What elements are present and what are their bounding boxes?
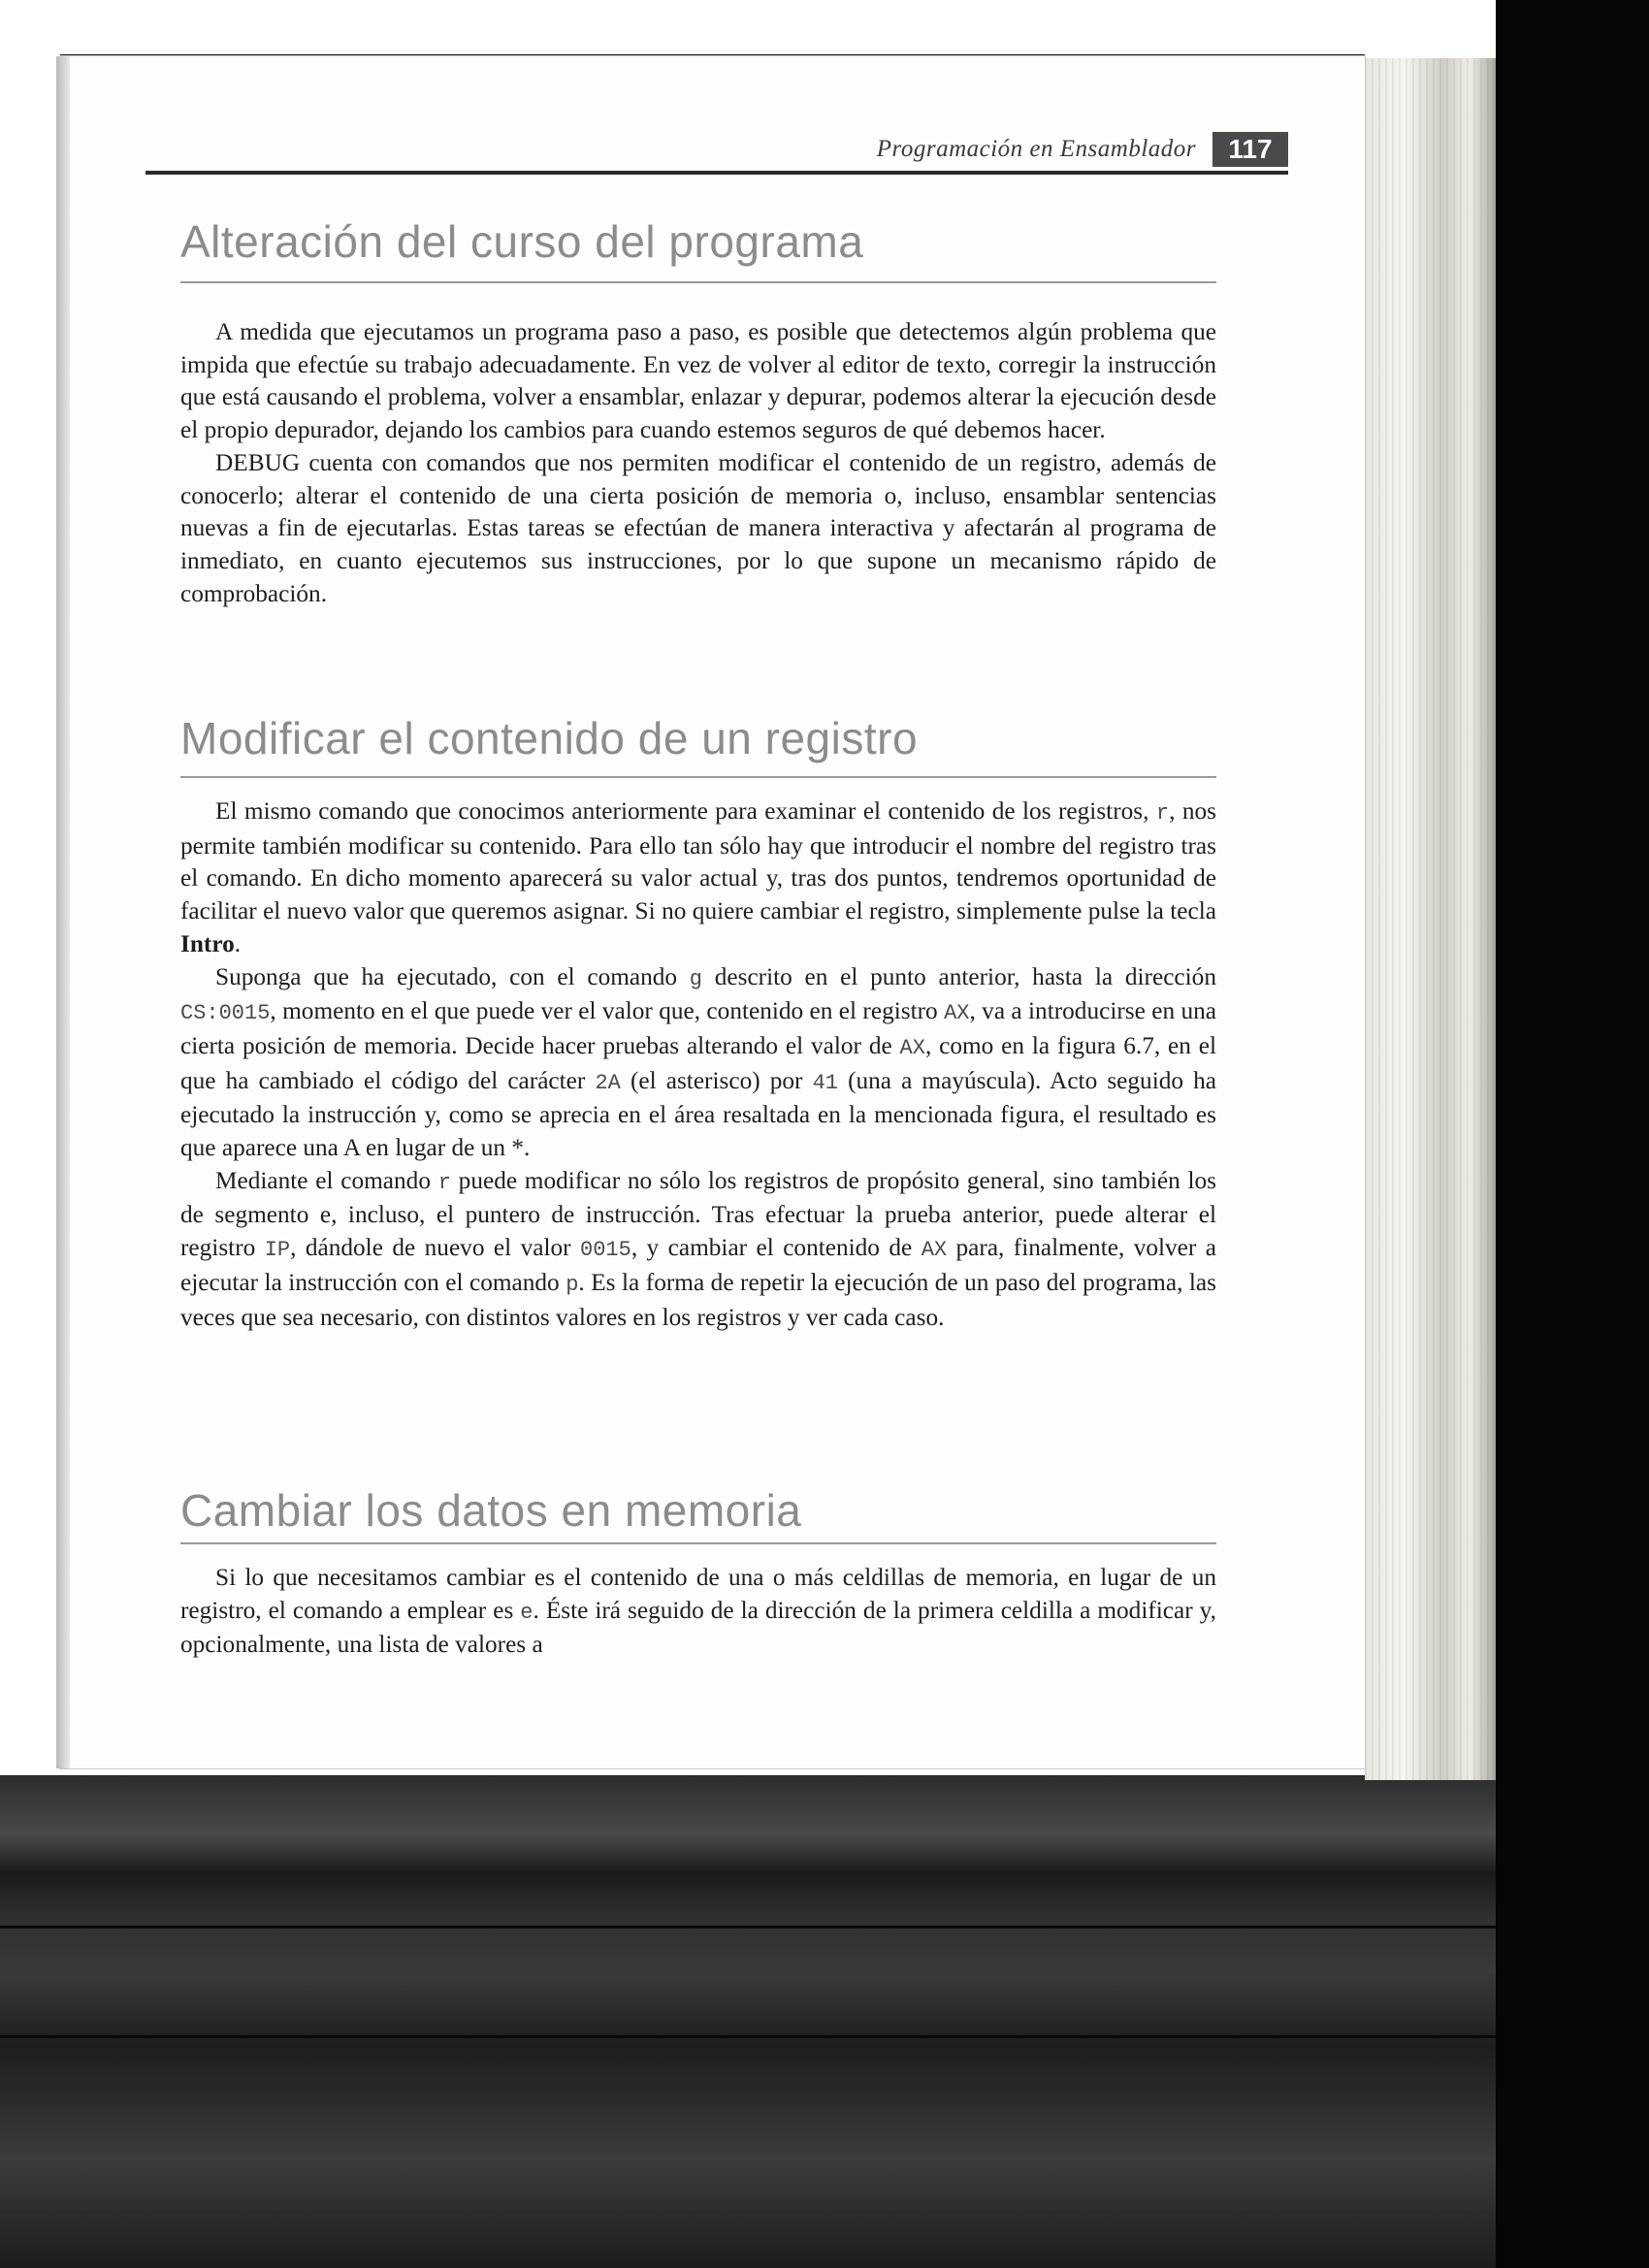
paragraph	[180, 961, 1216, 1165]
page-number: 117	[1212, 132, 1288, 167]
text-run: , momento en el que puede ver el valor que, contenido en el registro	[270, 997, 945, 1025]
section-body	[180, 1562, 1216, 1662]
section-title: Alteración del curso del programa	[180, 216, 864, 267]
text-run: . Éste irá seguido de la dirección de la primera celdilla a modificar y, opcionalmente, una lista de valores a	[180, 1596, 1216, 1659]
text-run: descrito en el punto anterior, hasta la dirección	[702, 962, 1216, 990]
text-run: puede modificar no sólo los registros de propósito general, sino también los de segmento e, incluso, el puntero de instrucción. Tras efectuar la prueba anterior, puede alterar el registro	[180, 1166, 1216, 1262]
header-rule	[146, 171, 1288, 175]
code-run: AX	[921, 1238, 948, 1263]
text-run: , nos permite también modificar su contenido. Para ello tan sólo hay que introducir el nombre del registro tras el comando. En dicho momento aparecerá su valor actual y, tras dos puntos, tendremos oportunidad de facilitar el nuevo valor que queremos asignar. Si no quiere cambiar el registro, simplemente pulse la tecla	[180, 797, 1216, 925]
text-run: Suponga que ha ejecutado, con el comando	[215, 962, 690, 990]
code-run: 2A	[595, 1070, 621, 1095]
code-run: 41	[812, 1070, 838, 1095]
section-rule	[180, 1542, 1216, 1544]
code-run: 0015	[580, 1238, 631, 1263]
paragraph	[180, 795, 1216, 961]
text-run: , y cambiar el contenido de	[630, 1234, 922, 1262]
section-rule	[180, 281, 1216, 283]
text-run: , va a introducirse en una cierta posición de memoria. Decide hacer pruebas alterando el valor de	[180, 997, 1216, 1059]
paragraph	[180, 1165, 1216, 1335]
code-run: p	[566, 1272, 579, 1297]
page-gutter-shadow	[56, 56, 70, 1768]
section-rule	[180, 776, 1216, 778]
text-run: . Es la forma de repetir la ejecución de un paso del programa, las veces que sea necesario, con distintos valores en los registros y ver cada caso.	[180, 1268, 1216, 1331]
text-run: .	[234, 929, 242, 957]
text-run: Si lo que necesitamos cambiar es el contenido de una o más celdillas de memoria, en lugar de un registro, el comando a emplear es	[180, 1564, 1216, 1624]
book-page-edge-lines	[1365, 58, 1496, 1780]
text-run: , como en la figura 6.7, en el que ha cambiado el código del carácter	[180, 1031, 1216, 1094]
code-run: CS:0015	[180, 1001, 271, 1026]
code-run: r	[1155, 801, 1170, 826]
paragraph: A medida que ejecutamos un programa paso a paso, es posible que detectemos algún problema que impida que efectúe su trabajo adecuadamente. En vez de volver al editor de texto, corregir la instrucción que está causando el problema, volver a ensamblar, enlazar y depurar, podemos alterar la ejecución desde el propio depurador, dejando los cambios para cuando estemos seguros de qué debemos hacer.	[180, 318, 1216, 444]
section-body	[180, 795, 1216, 1334]
code-run: IP	[264, 1238, 291, 1263]
code-run: AX	[899, 1035, 925, 1060]
scanner-shadow-right	[1496, 0, 1649, 2268]
text-run: (el asterisco) por	[620, 1066, 813, 1094]
text-run: , dándole de nuevo el valor	[290, 1234, 580, 1262]
section-title: Cambiar los datos en memoria	[180, 1485, 802, 1536]
code-run: e	[520, 1600, 534, 1625]
scanner-stripe	[0, 1926, 1496, 1928]
running-title: Programación en Ensamblador	[876, 136, 1196, 162]
scanner-shadow-bottom	[0, 1775, 1496, 2268]
code-run: AX	[944, 1001, 970, 1026]
paragraph	[180, 1562, 1216, 1662]
code-run: r	[437, 1170, 451, 1195]
text-run: para, finalmente, volver a ejecutar la instrucción con el comando	[180, 1234, 1216, 1296]
text-run: Mediante el comando	[215, 1166, 438, 1194]
scanner-stripe	[0, 2035, 1496, 2038]
text-run: El mismo comando que conocimos anteriormente para examinar el contenido de los registros,	[215, 797, 1156, 825]
code-run: g	[689, 966, 702, 991]
section-title: Modificar el contenido de un registro	[180, 713, 919, 763]
paragraph: DEBUG cuenta con comandos que nos permiten modificar el contenido de un registro, además de conocerlo; alterar el contenido de una cierta posición de memoria o, incluso, ensamblar sentencias nuevas a fin de ejecutarlas. Estas tareas se efectúan de manera interactiva y afectarán al programa de inmediato, en cuanto ejecutemos sus instrucciones, por lo que supone un mecanismo rápido de comprobación.	[180, 448, 1216, 607]
text-run: (una a mayúscula). Acto seguido ha ejecutado la instrucción y, como se aprecia en el área resaltada en la mencionada figura, el resultado es que aparece una A en lugar de un *.	[180, 1066, 1216, 1162]
running-header	[146, 130, 1288, 177]
key-name: Intro	[180, 929, 235, 957]
section-body	[180, 316, 1216, 610]
